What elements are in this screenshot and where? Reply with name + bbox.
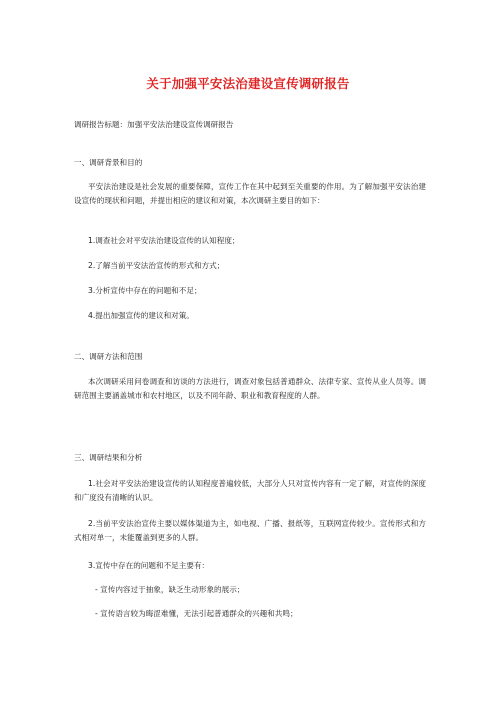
section-heading-methods: 二、调研方法和范围 [74,352,143,361]
result-paragraph: 1.社会对平安法治建设宣传的认知程度普遍较低，大部分人只对宣传内容有一定了解，对宣传的深度和广度没有清晰的认识。 [74,479,426,502]
report-subtitle: 调研报告标题：加强平安法治建设宣传调研报告 [74,120,234,129]
section-paragraph-methods: 本次调研采用问卷调查和访谈的方法进行，调查对象包括普通群众、法律专家、宣传从业人员等。调研范围主要涵盖城市和农村地区，以及不同年龄、职业和教育程度的人群。 [74,377,426,400]
list-item: 3.宣传中存在的问题和不足主要有： [88,561,210,570]
sub-list-item: - 宣传语言较为晦涩难懂，无法引起普通群众的兴趣和共鸣； [95,609,298,618]
result-paragraph: 2.当前平安法治宣传主要以媒体渠道为主，如电视、广播、报纸等，互联网宣传较少。宣传形式和方式相对单一，未能覆盖到更多的人群。 [74,519,426,542]
sub-list-item: - 宣传内容过于抽象，缺乏生动形象的展示； [95,585,245,594]
list-item: 2.了解当前平安法治宣传的形式和方式； [88,261,225,270]
section-paragraph-background: 平安法治建设是社会发展的重要保障，宣传工作在其中起到至关重要的作用。为了解加强平安法治建设宣传的现状和问题，并提出相应的建议和对策，本次调研主要目的如下： [74,182,426,205]
list-item: 3.分析宣传中存在的问题和不足； [88,286,202,295]
section-heading-background: 一、调研背景和目的 [74,158,143,167]
list-item: 4.提出加强宣传的建议和对策。 [88,311,194,320]
list-item: 1.调查社会对平安法治建设宣传的认知程度； [88,236,240,245]
document-title: 关于加强平安法治建设宣传调研报告 [146,76,350,91]
section-heading-results: 三、调研结果和分析 [74,453,143,462]
